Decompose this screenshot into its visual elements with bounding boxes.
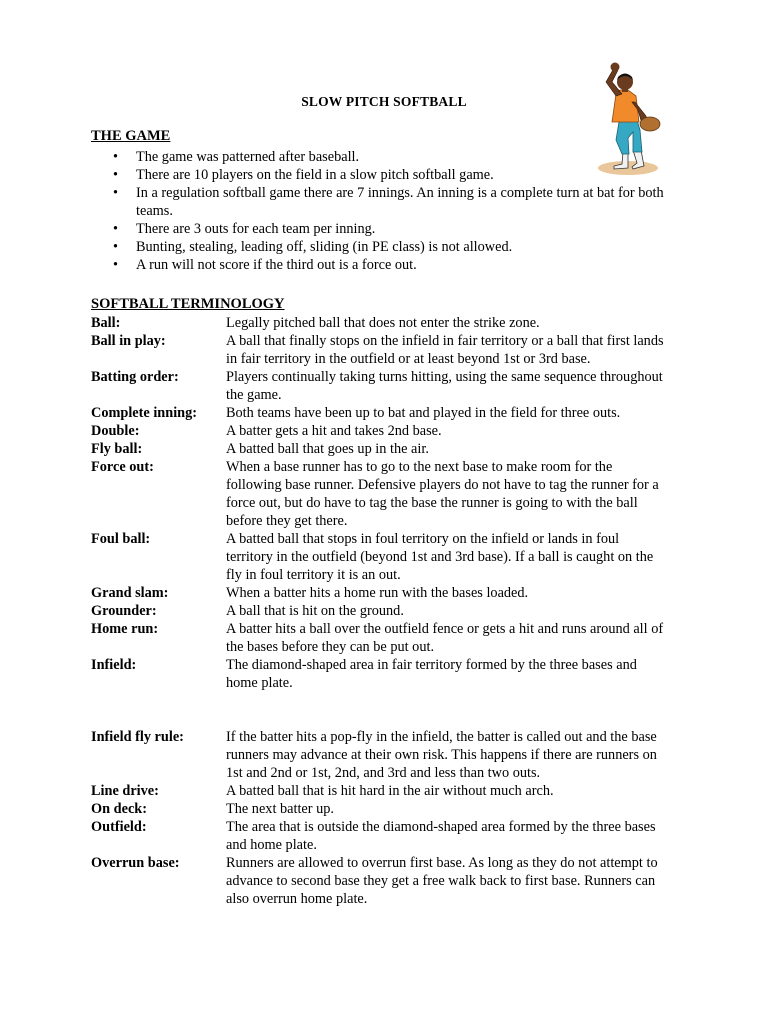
term-row	[91, 818, 671, 854]
term-label: Fly ball:	[91, 441, 143, 457]
term-label: Line drive:	[91, 783, 159, 799]
term-definition: When a batter hits a home run with the bases loaded.	[226, 585, 529, 601]
term-row	[91, 422, 671, 440]
term-label: Grounder:	[91, 603, 157, 619]
term-definition: The next batter up.	[226, 801, 334, 817]
term-row	[91, 530, 671, 584]
term-definition: A batted ball that stops in foul territory on the infield or lands in foul territory in the outfield (beyond 1st and 3rd base). If a ball is caught on the fly in foul territory it is an out.	[226, 531, 654, 583]
term-row	[91, 854, 671, 908]
term-label: Overrun base:	[91, 855, 180, 871]
section-heading-the-game: THE GAME	[91, 128, 171, 144]
term-label: Batting order:	[91, 369, 179, 385]
term-row	[91, 368, 671, 404]
term-label: Complete inning:	[91, 405, 198, 421]
term-definition: A batter hits a ball over the outfield fence or gets a hit and runs around all of the bases before they can be put out.	[226, 621, 664, 655]
term-row	[91, 332, 671, 368]
term-label: Infield fly rule:	[91, 729, 184, 745]
term-definition: A batter gets a hit and takes 2nd base.	[226, 423, 442, 439]
term-definition: When a base runner has to go to the next base to make room for the following base runner. Defensive players do not have to tag the runner for a force out, but do have to tag the base the runner is going to with the ball before they get there.	[226, 459, 659, 529]
term-label: Double:	[91, 423, 140, 439]
term-definition: Players continually taking turns hitting, using the same sequence throughout the game.	[226, 369, 663, 403]
term-definition: Runners are allowed to overrun first base. As long as they do not attempt to advance to second base they get a free walk back to first base. Runners can also overrun home plate.	[226, 855, 658, 907]
term-row	[91, 656, 671, 692]
term-row	[91, 602, 671, 620]
term-definition: Both teams have been up to bat and played in the field for three outs.	[226, 405, 621, 421]
term-row	[91, 800, 671, 818]
term-label: Foul ball:	[91, 531, 151, 547]
term-label: Ball:	[91, 315, 121, 331]
term-definition: A ball that is hit on the ground.	[226, 603, 404, 619]
section-heading-terminology: SOFTBALL TERMINOLOGY	[91, 296, 285, 312]
term-row	[91, 440, 671, 458]
list-item: • A run will not score if the third out is a force out.	[91, 256, 671, 274]
term-label: Ball in play:	[91, 333, 166, 349]
term-definition: A ball that finally stops on the infield in fair territory or a ball that first lands in fair territory in the outfield or at least beyond 1st or 3rd base.	[226, 333, 664, 367]
term-label: Infield:	[91, 657, 137, 673]
term-row	[91, 458, 671, 530]
term-row	[91, 314, 671, 332]
game-bullet-list	[91, 148, 671, 274]
list-item: • In a regulation softball game there are 7 innings. An inning is a complete turn at bat for both teams.	[91, 184, 671, 220]
list-item: • Bunting, stealing, leading off, sliding (in PE class) is not allowed.	[91, 238, 671, 256]
page-title: SLOW PITCH SOFTBALL	[301, 94, 467, 109]
list-item: • The game was patterned after baseball.	[91, 148, 671, 166]
term-label: Force out:	[91, 459, 154, 475]
term-label: Grand slam:	[91, 585, 169, 601]
term-label: Outfield:	[91, 819, 147, 835]
list-item: • There are 3 outs for each team per inning.	[91, 220, 671, 238]
term-row	[91, 404, 671, 422]
term-definition: The diamond-shaped area in fair territory formed by the three bases and home plate.	[226, 657, 637, 691]
term-definition: If the batter hits a pop-fly in the infield, the batter is called out and the base runners may advance at their own risk. This happens if there are runners on 1st and 2nd or 1st, 2nd, and 3rd and less than two outs.	[226, 729, 657, 781]
term-label: Home run:	[91, 621, 159, 637]
term-label: On deck:	[91, 801, 148, 817]
terminology-list	[91, 314, 671, 908]
term-row	[91, 620, 671, 656]
term-definition: Legally pitched ball that does not enter the strike zone.	[226, 315, 540, 331]
term-definition: The area that is outside the diamond-shaped area formed by the three bases and home plate.	[226, 819, 656, 853]
term-row	[91, 782, 671, 800]
list-item: • There are 10 players on the field in a slow pitch softball game.	[91, 166, 671, 184]
term-row	[91, 728, 671, 782]
term-definition: A batted ball that goes up in the air.	[226, 441, 429, 457]
term-row	[91, 584, 671, 602]
term-definition: A batted ball that is hit hard in the air without much arch.	[226, 783, 554, 799]
